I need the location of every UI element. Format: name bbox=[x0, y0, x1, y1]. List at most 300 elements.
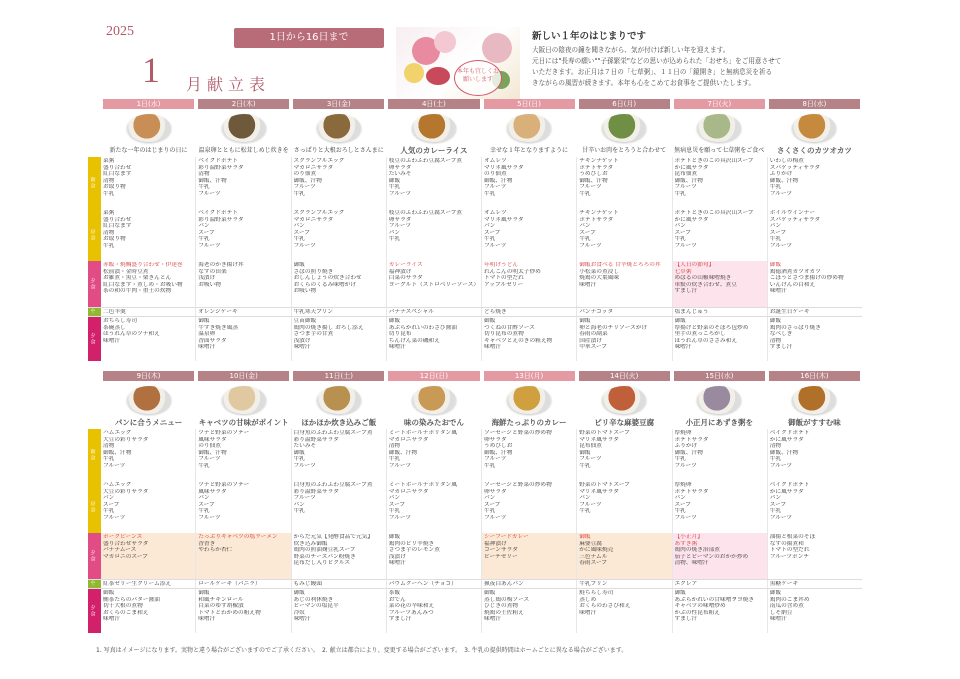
snack-item: バウムクーヘン（チョコ） bbox=[388, 581, 457, 587]
meal-photo bbox=[103, 111, 194, 145]
menu-item: フルーツ bbox=[293, 184, 316, 190]
menu-item: 御飯 bbox=[769, 318, 782, 324]
menu-item: かに風サラダ bbox=[674, 216, 709, 223]
day-theme: 新たな一年のはじまりの日に bbox=[109, 147, 188, 154]
menu-item: フルーツ bbox=[484, 184, 507, 190]
menu-item: しそ納豆 bbox=[769, 609, 793, 616]
menu-item: 卵サラダ bbox=[388, 164, 412, 171]
menu-item: 鮭ちらし寿司 bbox=[579, 590, 614, 596]
menu-item: 南瓜の含め煮 bbox=[769, 603, 804, 609]
lunch-cell bbox=[101, 481, 196, 533]
day-label: 5日(日) bbox=[484, 99, 575, 109]
menu-item: かに風サラダ bbox=[674, 164, 709, 171]
menu-item: スープ bbox=[388, 501, 406, 508]
menu-item: かぶの性昆布粗え bbox=[674, 609, 720, 616]
snack-item: エクレア bbox=[674, 581, 698, 587]
menu-item: 紅白なます・煮しめ・お吸い物 bbox=[103, 281, 183, 288]
supper-row bbox=[88, 589, 862, 633]
menu-item: 春雨スープ bbox=[579, 560, 608, 566]
menu-item: ポテトときのこの具沢山スープ bbox=[674, 158, 754, 164]
menu-item: フルーツ bbox=[198, 190, 221, 197]
menu-item: 鶏肉のさっぱり焼き bbox=[769, 324, 821, 331]
menu-item: 牛乳 bbox=[293, 236, 305, 242]
menu-item: フルーツ bbox=[198, 242, 221, 249]
menu-item: アップルゼリー bbox=[484, 281, 524, 288]
meal-photo bbox=[198, 383, 289, 417]
new-year-stamp: 本年も宜しくお願いします bbox=[454, 60, 502, 96]
menu-item: 牛乳 bbox=[388, 236, 401, 242]
snack-item: 塩まんじゅう bbox=[674, 309, 709, 315]
menu-item: 中華スープ bbox=[579, 344, 608, 350]
lunch-cell bbox=[387, 209, 482, 261]
menu-item: フルーツ bbox=[484, 514, 507, 521]
menu-item: すまし汁 bbox=[674, 616, 698, 622]
dish-image bbox=[602, 386, 646, 414]
menu-item: 牛乳 bbox=[103, 242, 115, 249]
menu-item: 味噌汁 bbox=[198, 344, 216, 350]
menu-item: スープ bbox=[484, 229, 501, 236]
menu-item: 小松菜の煮浸し bbox=[579, 268, 620, 275]
menu-item: 紅白なます bbox=[103, 223, 132, 229]
menu-item: さつま芋のレモン煮 bbox=[388, 547, 440, 553]
menu-item: 卵サラダ bbox=[484, 488, 507, 495]
menu-item: ほうれん草のツナ和え bbox=[103, 331, 160, 337]
meal-photo bbox=[293, 111, 384, 145]
menu-item: 御飯、汁物 bbox=[198, 177, 227, 184]
menu-item: フルーツ bbox=[674, 242, 697, 249]
dinner-cell bbox=[292, 261, 387, 307]
breakfast-cell bbox=[387, 429, 482, 481]
menu-item: 春雨の副菜 bbox=[579, 331, 608, 337]
day-header-row bbox=[88, 371, 862, 429]
menu-item: 牛乳 bbox=[484, 190, 496, 197]
menu-item: マリネ風サラダ bbox=[579, 436, 619, 443]
menu-item: 厚焼卵 bbox=[674, 430, 692, 436]
snack-item: どら焼き bbox=[484, 309, 507, 315]
menu-item: 御飯 bbox=[198, 590, 210, 596]
snack-item: もみじ饅頭 bbox=[293, 581, 322, 587]
day-theme: 味の染みたおでん bbox=[403, 418, 464, 427]
meal-label-supper: 夕食 bbox=[88, 589, 98, 633]
menu-item: 紅白なます bbox=[103, 171, 132, 177]
menu-item: 鶏肉の焼き治部煮 bbox=[674, 547, 720, 553]
menu-item: フルーツ bbox=[293, 462, 316, 469]
lunch-cell bbox=[768, 481, 862, 533]
menu-item: 御飯 bbox=[293, 590, 305, 596]
menu-item: 御飯、汁物 bbox=[769, 449, 799, 456]
supper-cell bbox=[292, 589, 387, 633]
meal-photo bbox=[579, 111, 670, 145]
menu-item: 鮪茶たらのバター醤油 bbox=[103, 596, 160, 603]
menu-item: 牛乳 bbox=[769, 456, 782, 462]
day-column-header bbox=[386, 371, 481, 429]
menu-item: トマトの型だれ bbox=[484, 275, 524, 281]
menu-item: 白身魚のふわふわ豆腐スープ煮 bbox=[293, 430, 373, 436]
menu-item: あぶらかれいの甘味噌ヲヨ焼き bbox=[674, 596, 755, 603]
menu-item: キャベツの味噌炒め bbox=[674, 603, 726, 609]
menu-item: 味噌汁 bbox=[293, 616, 311, 622]
day-label: 3日(金) bbox=[293, 99, 384, 109]
day-theme: パンに合うメニュー bbox=[114, 418, 183, 427]
meal-label-snack: やつ bbox=[88, 308, 98, 316]
menu-item: 牛乳 bbox=[388, 184, 401, 190]
day-header-row bbox=[88, 99, 862, 157]
menu-item: ポテトサラダ bbox=[579, 164, 614, 171]
menu-item: 蒸し鶏の梅ソース bbox=[484, 596, 530, 603]
lunch-cell bbox=[387, 481, 482, 533]
menu-item: フルーツポンチ bbox=[769, 553, 810, 560]
menu-item: 昆布佃煮 bbox=[674, 171, 698, 177]
menu-item: 鶏肉のピリ辛焼き bbox=[388, 540, 435, 547]
menu-item: パン bbox=[484, 223, 496, 229]
menu-item: 御飯、汁物 bbox=[484, 177, 513, 184]
week-gap bbox=[88, 361, 862, 371]
breakfast-cell bbox=[768, 429, 862, 481]
day-theme: ピリ辛な麻婆豆腐 bbox=[594, 418, 655, 427]
menu-item: 枝豆のふわふわ豆腐スープ煮 bbox=[388, 210, 463, 216]
supper-cell bbox=[673, 317, 768, 361]
breakfast-cell bbox=[101, 157, 196, 209]
menu-item: チキンナゲット bbox=[579, 210, 619, 216]
dinner-cell bbox=[387, 533, 482, 579]
menu-item: ベイクドポテト bbox=[769, 482, 810, 488]
menu-item: 風味サラダ bbox=[198, 436, 227, 443]
menu-item: フルーツ bbox=[674, 184, 697, 190]
menu-item: パン bbox=[769, 495, 782, 501]
menu-item: 里芋の煮っころがし bbox=[674, 331, 726, 337]
day-theme: さっぱりと大根おろしとさんまに bbox=[293, 147, 384, 154]
dinner-row bbox=[88, 533, 862, 579]
menu-item: 菜の花の辛味和え bbox=[388, 603, 435, 609]
menu-item: 彩り温野菜サラダ bbox=[198, 216, 244, 223]
menu-item: ミートボールナポリタン風 bbox=[388, 482, 457, 488]
menu-item: パン bbox=[198, 495, 210, 501]
menu-item: うめびしお bbox=[484, 443, 513, 449]
menu-item: フルーツ bbox=[103, 514, 126, 521]
breakfast-cell bbox=[292, 157, 387, 209]
menu-item: 彩り温野菜サラダ bbox=[198, 164, 244, 171]
day-column-header bbox=[386, 99, 481, 157]
breakfast-cell bbox=[577, 429, 672, 481]
menu-item: フルーツ bbox=[484, 456, 507, 462]
menu-item: 御飯お食べる 甘辛焼とろろの丼 bbox=[579, 262, 661, 268]
lunch-cell bbox=[577, 209, 672, 261]
dish-image bbox=[507, 386, 551, 414]
menu-item: 御飯 bbox=[293, 262, 305, 268]
lunch-cell bbox=[196, 209, 291, 261]
menu-item: さばの照り焼き bbox=[293, 268, 334, 275]
menu-item: 牛乳 bbox=[579, 236, 591, 242]
menu-item: 鶏肉の焼き揚し おろし添え bbox=[293, 324, 364, 331]
menu-item: 味噌汁 bbox=[579, 609, 597, 616]
supper-cell bbox=[577, 589, 672, 633]
snack-item: 牛乳寒天プリン bbox=[293, 309, 334, 315]
supper-cell bbox=[196, 589, 291, 633]
menu-item: 盛り合わせサラダ bbox=[103, 540, 149, 547]
meal-label-lunch: 昼食 bbox=[88, 481, 98, 533]
menu-item: ハムエッグ bbox=[103, 482, 132, 488]
menu-item: 香面サラダ bbox=[198, 337, 227, 344]
supper-cell bbox=[387, 589, 482, 633]
day-column-header bbox=[767, 99, 862, 157]
menu-item: 牛乳 bbox=[674, 508, 686, 514]
menu-item: 盛り合わせ bbox=[103, 216, 132, 223]
menu-item: ふりかけ bbox=[674, 443, 698, 449]
spacer bbox=[88, 371, 98, 429]
menu-item: フルーツ bbox=[769, 190, 793, 197]
menu-item: 味噌汁 bbox=[388, 344, 406, 350]
meal-label-dinner: 夕食 bbox=[88, 533, 98, 579]
day-column-header bbox=[291, 99, 386, 157]
menu-item: 牛乳 bbox=[769, 508, 782, 514]
menu-item: 松前漬・金時豆煮 bbox=[103, 268, 149, 275]
menu-item: キャベツとえのきの粗え物 bbox=[484, 337, 553, 344]
menu-item: ソーセージと野菜の炒め物 bbox=[484, 482, 552, 488]
menu-item: ソーセージと野菜の炒め物 bbox=[484, 430, 552, 436]
day-theme: 小正月にあずき粥を bbox=[685, 418, 754, 427]
menu-item: 昆布佃煮 bbox=[579, 443, 602, 449]
menu-item: 温泉卵 bbox=[198, 331, 216, 337]
menu-item: マカロニサラダ bbox=[293, 216, 334, 223]
menu-item: ベイクドポテト bbox=[198, 210, 238, 216]
menu-item: 味噌汁 bbox=[579, 281, 597, 288]
day-label: 11日(土) bbox=[293, 371, 384, 381]
dinner-cell bbox=[768, 533, 862, 579]
breakfast-row bbox=[88, 157, 862, 209]
menu-item: スープ bbox=[198, 501, 215, 508]
day-theme: 無病息災を願って七草粥をご食べ bbox=[674, 147, 765, 154]
menu-item: パン bbox=[388, 229, 401, 236]
menu-item: 味噌汁 bbox=[484, 616, 502, 622]
day-theme: 海鮮たっぷりのカレー bbox=[491, 418, 567, 427]
menu-item: 味噌汁 bbox=[103, 337, 121, 344]
menu-item: 御飯 bbox=[388, 318, 401, 324]
lunch-cell bbox=[768, 209, 862, 261]
snack-cell bbox=[101, 308, 196, 316]
menu-item: おでん bbox=[388, 596, 406, 603]
menu-item: 三色ナムル bbox=[579, 553, 608, 560]
supper-cell bbox=[482, 589, 577, 633]
day-theme: 温泉卵とともに松茸しめじ炊きを bbox=[198, 147, 289, 154]
intro-title: 新しい１年のはじまりです bbox=[532, 31, 647, 42]
menu-item: 和風チキンロール bbox=[198, 596, 244, 603]
menu-item: あじの利休焼き bbox=[293, 596, 334, 603]
menu-item: 牛乳 bbox=[198, 236, 210, 242]
menu-item: お吸い物 bbox=[293, 288, 317, 294]
menu-item: 御飯 bbox=[579, 534, 591, 540]
snack-cell bbox=[387, 308, 482, 316]
menu-item: 浅漬け bbox=[293, 337, 311, 344]
menu-item: 海老のかき揚げ丼 bbox=[198, 262, 244, 268]
meal-photo bbox=[293, 383, 384, 417]
menu-item: フルーツ bbox=[579, 184, 602, 190]
menu-item: 風味サラダ bbox=[198, 488, 227, 495]
menu-item: 福神漬け bbox=[388, 268, 412, 275]
menu-item: 野菜のトマトスープ bbox=[579, 482, 630, 488]
menu-item: 車麩の炊き合わせ、煮豆 bbox=[674, 281, 737, 288]
meal-photo bbox=[484, 111, 575, 145]
dinner-cell bbox=[673, 261, 768, 307]
snack-row bbox=[82, 307, 862, 317]
breakfast-cell bbox=[196, 429, 291, 481]
meal-photo bbox=[674, 383, 765, 417]
dinner-cell bbox=[292, 533, 387, 579]
menu-item: マカロニサラダ bbox=[388, 488, 429, 495]
menu-item: フルーツ bbox=[769, 462, 793, 469]
menu-item: 鶏肉のごま丼め bbox=[769, 596, 810, 603]
lunch-cell bbox=[292, 481, 387, 533]
menu-item: さつま芋の甘煮 bbox=[293, 331, 334, 337]
menu-item: 厚焼卵 bbox=[674, 482, 692, 488]
menu-item: トマトとわかめの粗え物 bbox=[198, 609, 261, 616]
supper-cell bbox=[387, 317, 482, 361]
menu-item: フルーツ bbox=[198, 514, 221, 521]
menu-item: スープ bbox=[484, 501, 501, 508]
menu-item: スープ bbox=[769, 229, 787, 236]
menu-item: パン bbox=[674, 223, 686, 229]
day-column-header bbox=[291, 371, 386, 429]
day-theme: ほかほか炊き込みご飯 bbox=[301, 418, 377, 427]
menu-item: フルーツ bbox=[769, 242, 793, 249]
menu-item: 御飯、汁物 bbox=[484, 449, 513, 456]
intro-line: 大阪日の陰夜の鐘を聞きながら、気が付けば新しい年を迎えます。 bbox=[532, 46, 730, 54]
menu-item: ポテトサラダ bbox=[674, 488, 709, 495]
menu-item: フルーツ bbox=[388, 462, 412, 469]
menu-item: 清物、味噌汁 bbox=[674, 560, 709, 566]
menu-item: フルーツ bbox=[674, 462, 697, 469]
menu-item: お吸い物 bbox=[198, 281, 221, 288]
menu-item: ピーチゼリー bbox=[484, 553, 518, 560]
menu-item: 菜粥 bbox=[103, 210, 115, 216]
dish-image bbox=[412, 386, 456, 414]
day-label: 15日(水) bbox=[674, 371, 765, 381]
menu-item: 大豆の彩りサラダ bbox=[103, 436, 149, 443]
snack-item: 二色羊羹 bbox=[103, 309, 126, 315]
lunch-cell bbox=[101, 209, 196, 261]
menu-item: お取り物 bbox=[103, 184, 126, 190]
menu-item: いわしの梅煮 bbox=[769, 158, 804, 164]
day-theme: キャベツの甘味がポイント bbox=[198, 418, 289, 427]
menu-item: 麻婆豆腐 bbox=[579, 540, 602, 547]
meal-label-snack: やつ bbox=[88, 580, 98, 588]
menu-item: 御飯、汁物 bbox=[579, 177, 608, 184]
menu-item: のり佃煮 bbox=[198, 443, 221, 449]
snack-cell bbox=[577, 308, 672, 316]
menu-item: ツナと野菜のソテー bbox=[198, 430, 250, 436]
day-column-header bbox=[196, 371, 291, 429]
day-theme: さくさくのカツオカツ bbox=[777, 146, 852, 155]
menu-item: ポークビーンズ bbox=[103, 534, 143, 540]
day-label: 16日(木) bbox=[769, 371, 860, 381]
breakfast-cell bbox=[292, 429, 387, 481]
menu-item: 牛乳 bbox=[388, 456, 401, 462]
menu-item: 豆苗御飯 bbox=[293, 318, 317, 324]
menu-item: つくねの甘酢ソース bbox=[484, 324, 535, 331]
day-theme: 御飯がすすむ味 bbox=[788, 418, 841, 427]
menu-item: パン bbox=[484, 495, 496, 501]
menu-item: 牛乳 bbox=[293, 456, 305, 462]
menu-item: おちらし寿司 bbox=[103, 318, 138, 324]
day-label: 7日(火) bbox=[674, 99, 765, 109]
menu-item: 御飯 bbox=[484, 590, 496, 596]
meal-photo bbox=[484, 383, 575, 417]
menu-item: おくらのごま和え bbox=[103, 609, 149, 616]
menu-item: 白身魚のふわふわ豆腐スープ煮 bbox=[293, 482, 373, 488]
supper-cell bbox=[482, 317, 577, 361]
menu-item: なすの揚煮和 bbox=[769, 540, 804, 547]
menu-item: 清物 bbox=[103, 443, 115, 449]
day-column-header bbox=[672, 99, 767, 157]
menu-item: 御飯、汁物 bbox=[769, 177, 799, 184]
year: 2025 bbox=[106, 24, 134, 39]
meal-photo bbox=[674, 111, 765, 145]
snack-item: ロールケーキ（バニラ） bbox=[198, 581, 261, 587]
breakfast-row bbox=[88, 429, 862, 481]
lunch-row bbox=[88, 481, 862, 533]
menu-item: オムレツ bbox=[484, 210, 507, 216]
menu-item: パン bbox=[293, 501, 305, 508]
dish-image bbox=[127, 114, 171, 142]
menu-item: 炊き込み御飯 bbox=[293, 540, 328, 547]
menu-item: 切り昆布の煮物 bbox=[484, 331, 524, 337]
menu-item: すまし汁 bbox=[674, 288, 698, 294]
menu-item: 牛すき焼き風蒸 bbox=[198, 324, 239, 331]
snack-cell bbox=[768, 580, 862, 588]
menu-item: 牛乳 bbox=[293, 190, 305, 197]
menu-item: 御飯 bbox=[103, 590, 115, 596]
snack-cell bbox=[196, 308, 291, 316]
menu-item: 年明けうどん bbox=[484, 262, 519, 268]
meal-photo bbox=[388, 111, 479, 145]
intro-line: きながらの風習が続きます。本年も心をこめてお食事をご提供いたします。 bbox=[532, 79, 756, 87]
menu-item: パン bbox=[579, 495, 591, 501]
menu-item: 御飯 bbox=[674, 590, 686, 596]
menu-item: ベイクドポテト bbox=[198, 158, 238, 164]
menu-item: 卵と海老のチリソースがけ bbox=[579, 324, 648, 331]
menu-item: 彩り温野菜サラダ bbox=[293, 436, 339, 443]
dish-image bbox=[317, 114, 361, 142]
intro-message bbox=[532, 28, 862, 89]
day-theme: 幸せな１年となりますように bbox=[490, 147, 569, 154]
menu-item: ごぼうとさつま揚げの炒め物 bbox=[769, 275, 844, 281]
dish-image bbox=[127, 386, 171, 414]
snack-cell bbox=[673, 308, 768, 316]
snack-item: 黒糖ケーキ bbox=[769, 581, 799, 587]
menu-item: 牛乳 bbox=[769, 184, 782, 190]
lunch-cell bbox=[196, 481, 291, 533]
date-range-badge: 1日から16日まで bbox=[234, 28, 384, 48]
lunch-cell bbox=[482, 481, 577, 533]
menu-item: 味噌汁 bbox=[293, 344, 311, 350]
day-column-header bbox=[577, 99, 672, 157]
snack-cell bbox=[673, 580, 768, 588]
menu-item: 牛乳 bbox=[769, 236, 782, 242]
day-label: 14日(火) bbox=[579, 371, 670, 381]
menu-item: ベイクドポテト bbox=[769, 430, 810, 436]
menu-item: 鶏肉の照油麹豆乳スープ bbox=[293, 547, 356, 553]
menu-item: 福神漬け bbox=[484, 540, 507, 547]
menu-item: フルーツ bbox=[293, 495, 316, 501]
dinner-cell bbox=[577, 533, 672, 579]
menu-item: 菜粥 bbox=[103, 158, 115, 164]
menu-item: 浅漬け bbox=[198, 275, 216, 281]
menu-item: 味噌汁 bbox=[484, 344, 502, 350]
snack-cell bbox=[292, 580, 387, 588]
menu-item: 大豆の彩りサラダ bbox=[103, 488, 149, 495]
menu-item: あぶらかれいのわさび醤油 bbox=[388, 324, 457, 331]
menu-item: 【小正月】 bbox=[674, 534, 703, 540]
breakfast-cell bbox=[482, 429, 577, 481]
